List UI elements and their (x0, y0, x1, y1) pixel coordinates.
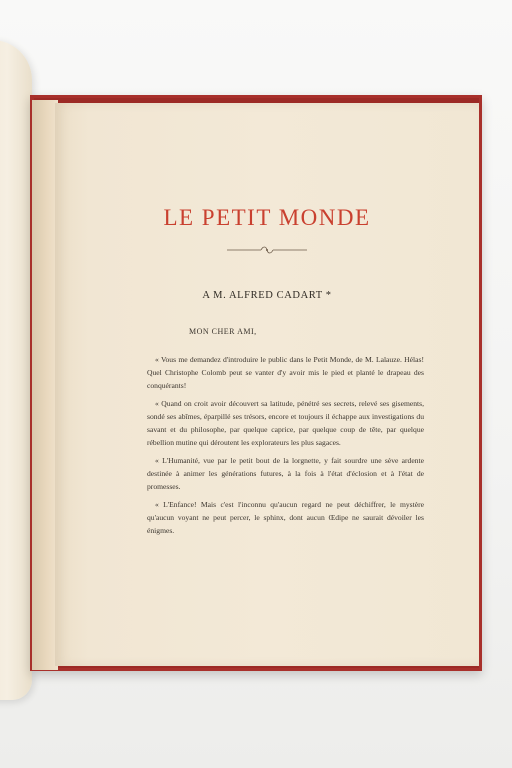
paragraph-4: « L'Enfance! Mais c'est l'inconnu qu'aucun regard ne peut déchiffrer, le mystère qu'aucun voyant ne peut percer, le sphinx, dont aucun Œdipe ne saurait dévoiler les énigmes. (147, 500, 424, 535)
page-title: LE PETIT MONDE (163, 205, 371, 230)
body-text (147, 353, 424, 542)
paragraph-1: « Vous me demandez d'introduire le public dans le Petit Monde, de M. Lalauze. Hélas! Quel Christophe Colomb peut se vanter d'y avoir mis le pied et planté le drapeau des conquérants! (147, 355, 424, 390)
salutation: MON CHER AMI, (189, 327, 257, 336)
title-ornament (225, 245, 309, 255)
dedication-line: A M. ALFRED CADART * (202, 290, 332, 301)
left-facing-page (0, 40, 32, 700)
paragraph-2: « Quand on croit avoir découvert sa latitude, pénétré ses secrets, relevé ses gisements, sondé ses abîmes, éparpillé ses trésors, encore et toujours il échappe aux investigations du savant et du philosophe, par quelque caprice, par quelque coup de tête, par quelque rébellion mutine qui déroutent les explorateurs les plus sagaces. (147, 399, 424, 447)
printed-page (55, 103, 479, 666)
paragraph-3: « L'Humanité, vue par le petit bout de la lorgnette, y fait sourdre une sève ardente destinée à animer les générations futures, à la fois à l'état d'éclosion et à l'état de promesses. (147, 456, 424, 491)
